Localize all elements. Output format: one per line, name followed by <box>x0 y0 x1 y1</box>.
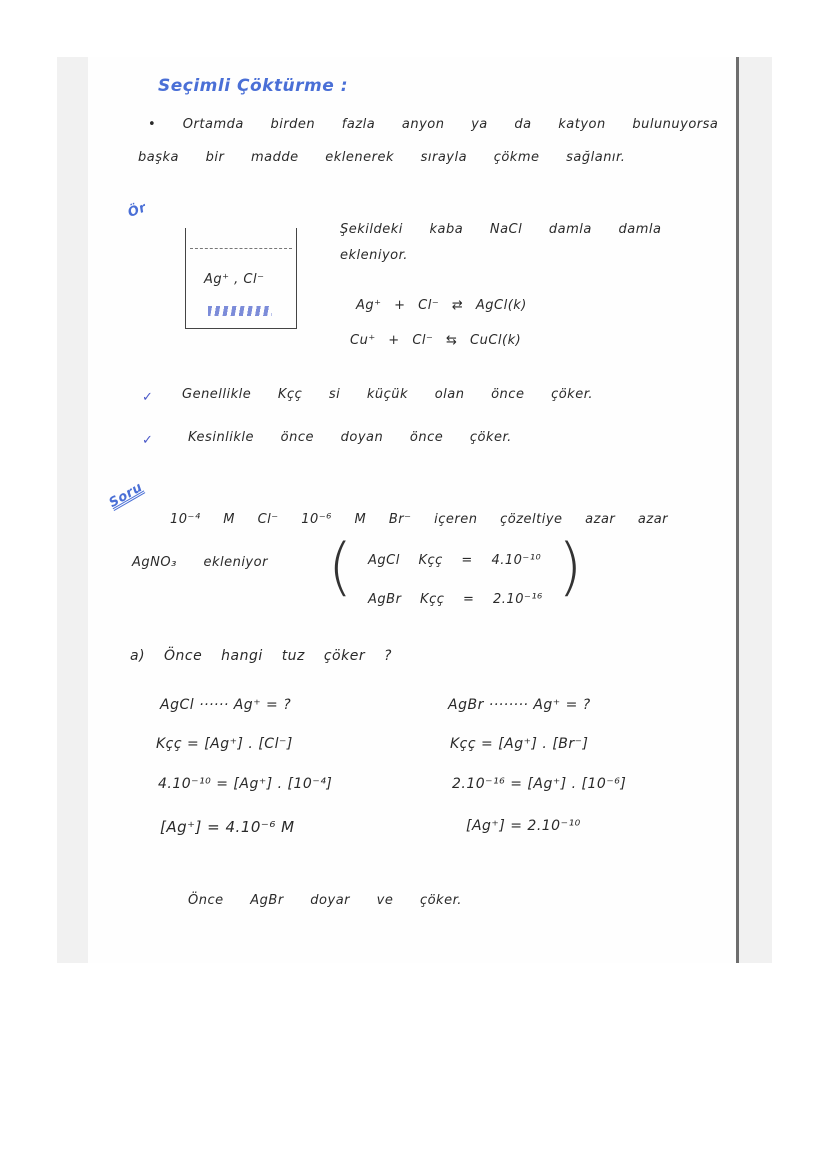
section-title: Seçimli Çöktürme : <box>158 76 348 96</box>
question-label: Soru <box>106 480 146 511</box>
example-text-2: ekleniyor. <box>340 248 408 263</box>
constant-agcl: AgCl Kçç = 4.10⁻¹⁰ <box>368 553 542 568</box>
right-step-3: 2.10⁻¹⁶ = [Ag⁺] . [10⁻⁶] <box>452 776 627 792</box>
conclusion: Önce AgBr doyar ve çöker. <box>188 893 462 908</box>
rule-2: Kesinlikle önce doyan önce çöker. <box>188 430 512 445</box>
check-icon: ✓ <box>142 390 154 405</box>
right-step-4: [Ag⁺] = 2.10⁻¹⁰ <box>466 818 581 834</box>
right-step-1: AgBr ········ Ag⁺ = ? <box>448 697 591 713</box>
reaction-1: Ag⁺ + Cl⁻ ⇄ AgCl(k) <box>356 298 527 313</box>
left-step-4: [Ag⁺] = 4.10⁻⁶ M <box>160 818 295 836</box>
left-step-3: 4.10⁻¹⁰ = [Ag⁺] . [10⁻⁴] <box>158 776 333 792</box>
water-level <box>190 248 292 249</box>
reaction-2: Cu⁺ + Cl⁻ ⇆ CuCl(k) <box>350 333 522 348</box>
beaker-illustration <box>185 228 297 329</box>
right-step-2: Kçç = [Ag⁺] . [Br⁻] <box>450 736 589 752</box>
example-text-1: Şekildeki kaba NaCl damla damla <box>340 222 662 237</box>
check-icon: ✓ <box>142 433 154 448</box>
constant-agbr: AgBr Kçç = 2.10⁻¹⁶ <box>368 592 543 607</box>
beaker-ions: Ag⁺ , Cl⁻ <box>204 272 265 287</box>
left-step-1: AgCl ······ Ag⁺ = ? <box>160 697 292 713</box>
right-paren: ) <box>558 530 583 603</box>
precipitate <box>208 306 272 316</box>
rule-1: Genellikle Kçç si küçük olan önce çöker. <box>182 387 593 402</box>
question-line-2: AgNO₃ ekleniyor <box>132 555 268 570</box>
intro-line-1: • Ortamda birden fazla anyon ya da katyon bulunuyorsa <box>148 117 719 132</box>
question-line-1: 10⁻⁴ M Cl⁻ 10⁻⁶ M Br⁻ içeren çözeltiye azar azar <box>170 512 669 527</box>
part-a-question: a) Önce hangi tuz çöker ? <box>130 648 392 664</box>
left-paren: ( <box>328 530 353 603</box>
example-label: Ör <box>125 200 149 221</box>
intro-line-2: başka bir madde eklenerek sırayla çökme sağlanır. <box>138 150 626 165</box>
left-step-2: Kçç = [Ag⁺] . [Cl⁻] <box>156 736 293 752</box>
